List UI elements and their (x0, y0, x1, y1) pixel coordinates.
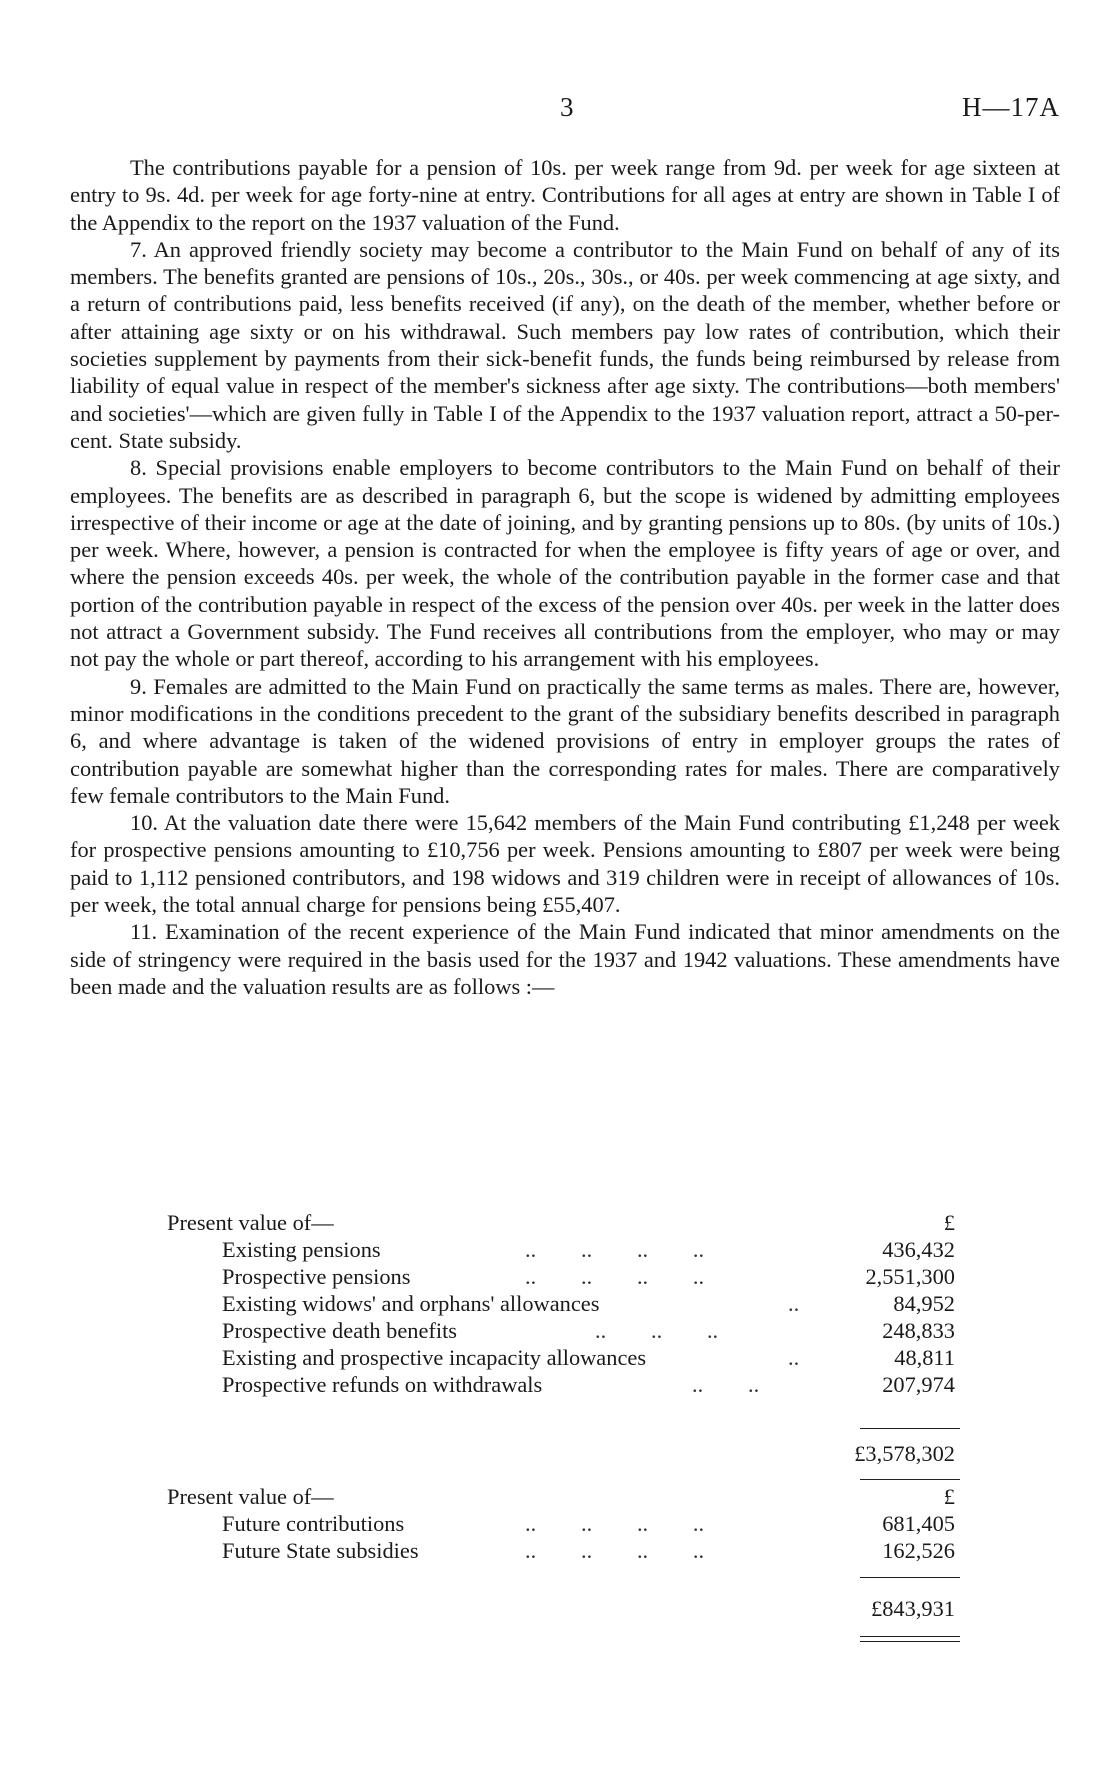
total-rule (860, 1479, 960, 1480)
liabilities-heading-row (70, 1210, 1060, 1237)
table-row (70, 1345, 1060, 1372)
total-double-rule (860, 1641, 960, 1642)
table-row (70, 1291, 1060, 1318)
row-label: Prospective refunds on withdrawals (222, 1372, 543, 1397)
liabilities-heading: Present value of— (167, 1210, 334, 1235)
assets-heading-row (70, 1484, 1060, 1511)
row-label: Prospective death benefits (222, 1318, 458, 1343)
row-label: Prospective pensions (222, 1264, 411, 1289)
row-amount: 436,432 (882, 1237, 955, 1262)
table-row (70, 1237, 1060, 1264)
row-leader: .. .. .. .. (525, 1264, 705, 1289)
row-label: Existing pensions (222, 1237, 381, 1262)
assets-total-row (70, 1596, 1060, 1623)
assets-heading: Present value of— (167, 1484, 334, 1509)
row-amount: 248,833 (882, 1318, 955, 1343)
body-text (70, 154, 1060, 1000)
assets-currency: £ (943, 1484, 955, 1509)
liabilities-total: £3,578,302 (854, 1441, 955, 1466)
document-reference: H—17A (962, 92, 1060, 122)
paragraph-10: 10. At the valuation date there were 15,642 members of the Main Fund contributing £1,248 per week for prospective pensions amounting to £10,756 per week. Pensions amounting to £807 per week were being paid to 1,112 pensioned contributors, and 198 widows and 319 children were in receipt of allowances of 10s. per week, the total annual charge for pensions being £55,407. (70, 810, 1060, 918)
table-row (70, 1264, 1060, 1291)
row-leader: .. .. .. (595, 1318, 719, 1343)
page-number: 3 (560, 92, 574, 122)
row-amount: 162,526 (882, 1538, 955, 1563)
paragraph-11: 11. Examination of the recent experience of the Main Fund indicated that minor amendments on the side of stringency were required in the basis used for the 1937 and 1942 valuations. These amendments have been made and the valuation results are as follows :— (70, 919, 1060, 999)
row-leader: .. (788, 1345, 800, 1370)
total-rule (860, 1636, 960, 1637)
table-row (70, 1511, 1060, 1538)
paragraph-9: 9. Females are admitted to the Main Fund on practically the same terms as males. There are, however, minor modifications in the conditions precedent to the grant of the subsidiary benefits described in paragraph 6, and where advantage is taken of the widened provisions of entry in employer groups the rates of contribution payable are somewhat higher than the corresponding rates for males. There are comparatively few female contributors to the Main Fund. (70, 673, 1060, 808)
row-label: Future contributions (222, 1511, 405, 1536)
row-amount: 207,974 (882, 1372, 955, 1397)
subtotal-rule (860, 1428, 960, 1429)
paragraph-8: 8. Special provisions enable employers to become contributors to the Main Fund on behalf of their employees. The benefits are as described in paragraph 6, but the scope is widened by admitting employees irrespective of their income or age at the date of joining, and by granting pensions up to 80s. (by units of 10s.) per week. Where, however, a pension is contracted for when the employee is fifty years of age or over, and where the pension exceeds 40s. per week, the whole of the contribution payable in the former case and that portion of the contribution payable in respect of the excess of the pension over 40s. per week in the latter does not attract a Government subsidy. The Fund receives all contributions from the employer, who may or may not pay the whole or part thereof, according to his arrangement with his employees. (70, 455, 1060, 672)
row-amount: 2,551,300 (865, 1264, 955, 1289)
row-amount: 84,952 (893, 1291, 955, 1316)
table-row (70, 1372, 1060, 1399)
table-row (70, 1318, 1060, 1345)
assets-total: £843,931 (871, 1596, 955, 1621)
row-label: Existing widows' and orphans' allowances (222, 1291, 600, 1316)
row-amount: 48,811 (894, 1345, 955, 1370)
table-row (70, 1538, 1060, 1565)
row-leader: .. .. .. .. (525, 1538, 705, 1563)
row-label: Existing and prospective incapacity allowances (222, 1345, 647, 1370)
paragraph-6-continuation: The contributions payable for a pension of 10s. per week range from 9d. per week for age sixteen at entry to 9s. 4d. per week for age forty-nine at entry. Contributions for all ages at entry are shown in Table I of the Appendix to the report on the 1937 valuation of the Fund. (70, 155, 1060, 235)
row-leader: .. .. .. .. (525, 1237, 705, 1262)
row-label: Future State subsidies (222, 1538, 419, 1563)
row-leader: .. .. .. .. (525, 1511, 705, 1536)
row-amount: 681,405 (882, 1511, 955, 1536)
liabilities-total-row (70, 1441, 1060, 1468)
paragraph-7: 7. An approved friendly society may become a contributor to the Main Fund on behalf of any of its members. The benefits granted are pensions of 10s., 20s., 30s., or 40s. per week commencing at age sixty, and a return of contributions paid, less benefits received (if any), on the death of the member, whether before or after attaining age sixty or on his withdrawal. Such members pay low rates of contribution, which their societies supplement by payments from their sick-benefit funds, the funds being reimbursed by release from liability of equal value in respect of the member's sickness after age sixty. The contributions—both members' and societies'—which are given fully in Table I of the Appendix to the 1937 valuation report, attract a 50-per-cent. State subsidy. (70, 236, 1060, 453)
liabilities-currency: £ (943, 1210, 955, 1235)
subtotal-rule (860, 1577, 960, 1578)
row-leader: .. (788, 1291, 800, 1316)
row-leader: .. .. (692, 1372, 760, 1397)
